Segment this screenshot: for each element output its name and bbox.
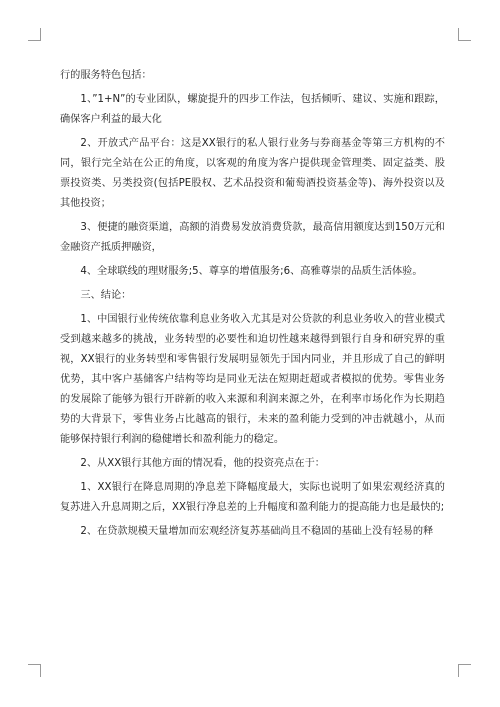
crop-mark-top-right [458, 28, 471, 41]
paragraph-item-4: 4、全球联线的理财服务;5、尊享的增值服务;6、高雅尊崇的品质生活体验。 [80, 265, 423, 277]
paragraph-highlight-1: 1、XX银行在降息周期的净息差下降幅度最大，实际也说明了如果宏观经济真的复苏进入升息周期之后，XX银行净息差的上升幅度和盈利能力的提高能力也是最快的; [60, 481, 445, 513]
paragraph-item-2: 2、开放式产品平台：这是XX银行的私人银行业务与券商基金等第三方机构的不同，银行完全站在公正的角度，以客观的角度为客户提供现金管理类、固定益类、股票投资类、另类投资(包括PE股权、艺术品投资和葡萄酒投资基金等)、海外投资以及其他投资； [60, 138, 445, 209]
section-heading-conclusion: 三、结论： [80, 290, 132, 301]
paragraph-highlight-2: 2、在贷款规模天量增加而宏观经济复苏基础尚且不稳固的基础上没有轻易的释 [80, 525, 434, 537]
document-page [60, 66, 445, 542]
paragraph-conclusion-2: 2、从XX银行其他方面的情况看，他的投资亮点在于： [80, 457, 325, 469]
paragraph-conclusion-1: 1、中国银行业传统依靠利息业务收入尤其是对公贷款的利息业务收入的营业模式受到越来越多的挑战，业务转型的必要性和迫切性越来越得到银行自身和研究界的重视，XX银行的业务转型和零售银行发展明显领先于国内同业，并且形成了自己的鲜明优势，其中客户基储客户结构等均是同业无法在短期赶超或者模拟的优势。零售业务的发展除了能够为银行开辟新的收入来源和利润来源之外，在利率市场化作为长期趋势的大背景下，零售业务占比越高的银行，未来的盈利能力受到的冲击就越小，从而能够保持银行利润的稳健增长和盈利能力的稳定。 [60, 314, 445, 445]
crop-mark-bottom-right [458, 664, 471, 677]
crop-mark-bottom-left [28, 664, 41, 677]
crop-mark-top-left [28, 28, 41, 41]
paragraph-item-1: 1、”1+N”的专业团队，螺旋提升的四步工作法，包括倾听、建议、实施和跟踪，确保客户利益的最大化 [60, 94, 445, 125]
paragraph-intro: 行的服务特色包括： [60, 70, 152, 81]
paragraph-item-3: 3、便捷的融资渠道，高额的消费易发放消费贷款，最高信用额度达到150万元和金融资产抵质押融资， [60, 221, 445, 253]
